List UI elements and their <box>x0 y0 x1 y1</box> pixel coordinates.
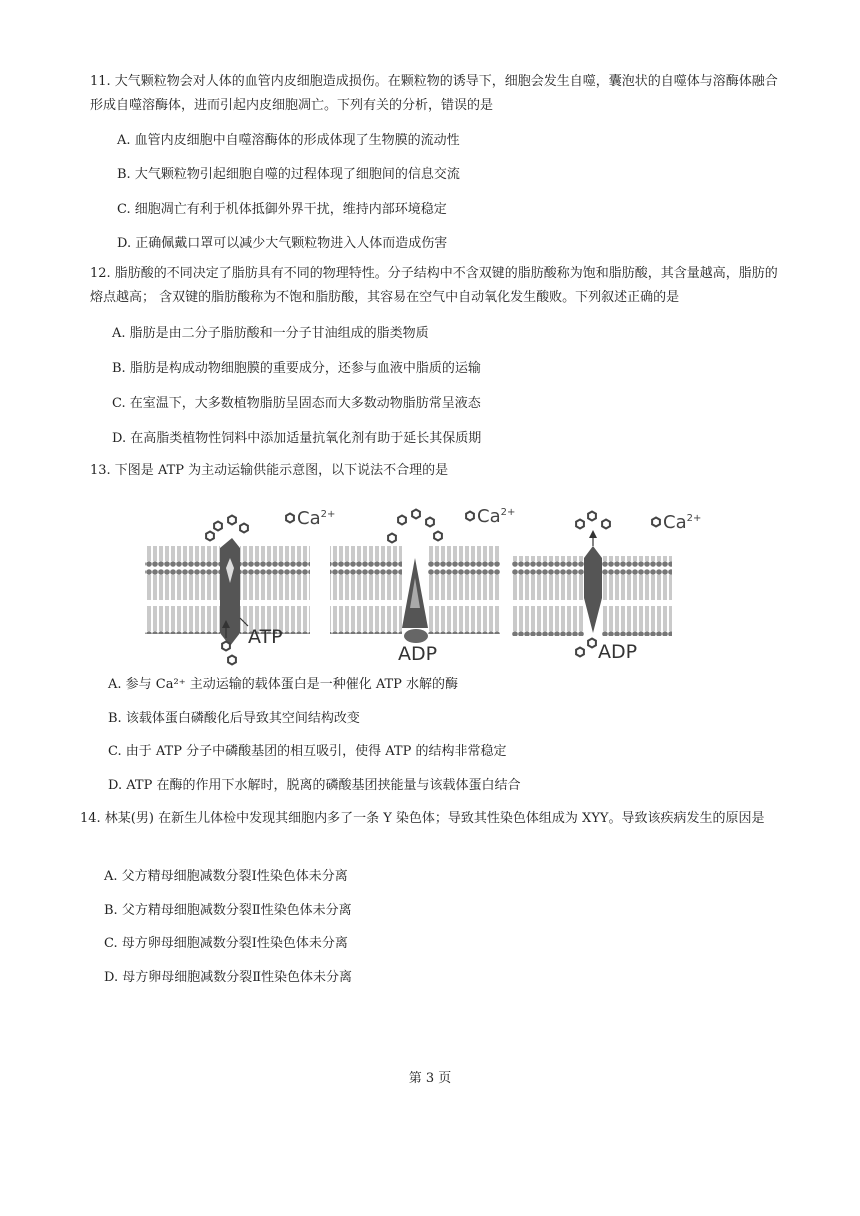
figure-panel-3 <box>512 512 701 664</box>
question-13 <box>90 459 790 483</box>
adp-label: ADP <box>398 643 438 665</box>
ca-ion-icon <box>398 516 406 525</box>
atp-transport-figure <box>140 498 720 668</box>
membrane-left <box>330 546 402 634</box>
option-14-d: D. 母方卵母细胞减数分裂Ⅱ性染色体未分离 <box>104 970 353 985</box>
ca-ion-icon <box>412 510 420 519</box>
question-stem: 13. 下图是 ATP 为主动运输供能示意图，以下说法不合理的是 <box>90 463 449 478</box>
option-13-b: B. 该载体蛋白磷酸化后导致其空间结构改变 <box>108 711 360 726</box>
membrane-left <box>512 556 584 636</box>
ca-ion-icon <box>588 512 596 521</box>
atp-label: ATP <box>248 626 283 648</box>
ca-ion-icon <box>228 656 236 665</box>
ion-label: $Ca^{2+}$ <box>297 508 336 529</box>
figure-panel-2 <box>330 506 515 665</box>
question-stem: 11. 大气颗粒物会对人体的血管内皮细胞造成损伤。在颗粒物的诱导下，细胞会发生自噬，囊泡状的自噬体与溶酶体融合形成自噬溶酶体，进而引起内皮细胞凋亡。下列有关的分析，错误的是 <box>90 74 778 113</box>
carrier-protein <box>220 538 240 646</box>
ca-ion-icon <box>222 642 230 651</box>
option-13-a: A. 参与 Ca²⁺ 主动运输的载体蛋白是一种催化 ATP 水解的酶 <box>108 677 459 692</box>
ca-ion-icon <box>602 520 610 529</box>
ca-ion-icon <box>240 524 248 533</box>
question-14 <box>80 807 780 831</box>
ca-ion-icon <box>426 518 434 527</box>
option-11-c: C. 细胞凋亡有利于机体抵御外界干扰，维持内部环境稳定 <box>117 202 447 217</box>
phosphate-group <box>404 629 428 643</box>
ca-ion-icon <box>228 516 236 525</box>
option-12-c: C. 在室温下，大多数植物脂肪呈固态而大多数动物脂肪常呈液态 <box>112 396 481 411</box>
option-14-c: C. 母方卵母细胞减数分裂Ⅰ性染色体未分离 <box>104 936 348 951</box>
question-12 <box>90 262 790 310</box>
ca-ion-icon <box>576 520 584 529</box>
ca-ion-icon <box>466 512 474 521</box>
ca-ion-icon <box>588 639 596 648</box>
option-14-a: A. 父方精母细胞减数分裂Ⅰ性染色体未分离 <box>104 869 348 884</box>
ion-label: $Ca^{2+}$ <box>477 506 516 527</box>
page-number: 第 3 页 <box>408 1071 452 1086</box>
option-13-c: C. 由于 ATP 分子中磷酸基团的相互吸引，使得 ATP 的结构非常稳定 <box>108 744 507 759</box>
membrane-left <box>145 546 220 634</box>
ion-label: $Ca^{2+}$ <box>663 512 702 533</box>
ca-ion-icon <box>652 518 660 527</box>
figure-panel-1 <box>145 508 335 665</box>
membrane-right <box>240 546 310 634</box>
ca-ion-icon <box>214 522 222 531</box>
arrow-head-icon <box>589 530 597 538</box>
ca-ion-icon <box>576 648 584 657</box>
adp-label: ADP <box>598 641 638 663</box>
option-13-d: D. ATP 在酶的作用下水解时，脱离的磷酸基团挟能量与该载体蛋白结合 <box>108 778 521 793</box>
option-11-b: B. 大气颗粒物引起细胞自噬的过程体现了细胞间的信息交流 <box>117 167 460 182</box>
question-stem: 12. 脂肪酸的不同决定了脂肪具有不同的物理特性。分子结构中不含双键的脂肪酸称为饱和脂肪酸，其含量越高，脂肪的熔点越高； 含双键的脂肪酸称为不饱和脂肪酸，其容易在空气中自动氧化发生酸败。下列叙述正确的是 <box>90 266 778 305</box>
membrane-right <box>428 546 500 634</box>
option-12-b: B. 脂肪是构成动物细胞膜的重要成分，还参与血液中脂质的运输 <box>112 361 481 376</box>
question-stem: 14. 林某(男) 在新生儿体检中发现其细胞内多了一条 Y 染色体；导致其性染色体组成为 XYY。导致该疾病发生的原因是 <box>80 811 765 826</box>
ca-ion-icon <box>286 514 294 523</box>
ca-ion-icon <box>206 532 214 541</box>
option-12-a: A. 脂肪是由二分子脂肪酸和一分子甘油组成的脂类物质 <box>112 326 429 341</box>
option-14-b: B. 父方精母细胞减数分裂Ⅱ性染色体未分离 <box>104 903 352 918</box>
ca-ion-icon <box>434 532 442 541</box>
ca-ion-icon <box>388 534 396 543</box>
carrier-protein <box>584 546 602 633</box>
option-11-d: D. 正确佩戴口罩可以减少大气颗粒物进入人体而造成伤害 <box>117 236 448 251</box>
option-12-d: D. 在高脂类植物性饲料中添加适量抗氧化剂有助于延长其保质期 <box>112 431 482 446</box>
membrane-right <box>602 556 672 636</box>
option-11-a: A. 血管内皮细胞中自噬溶酶体的形成体现了生物膜的流动性 <box>117 133 460 148</box>
question-11 <box>90 70 790 118</box>
